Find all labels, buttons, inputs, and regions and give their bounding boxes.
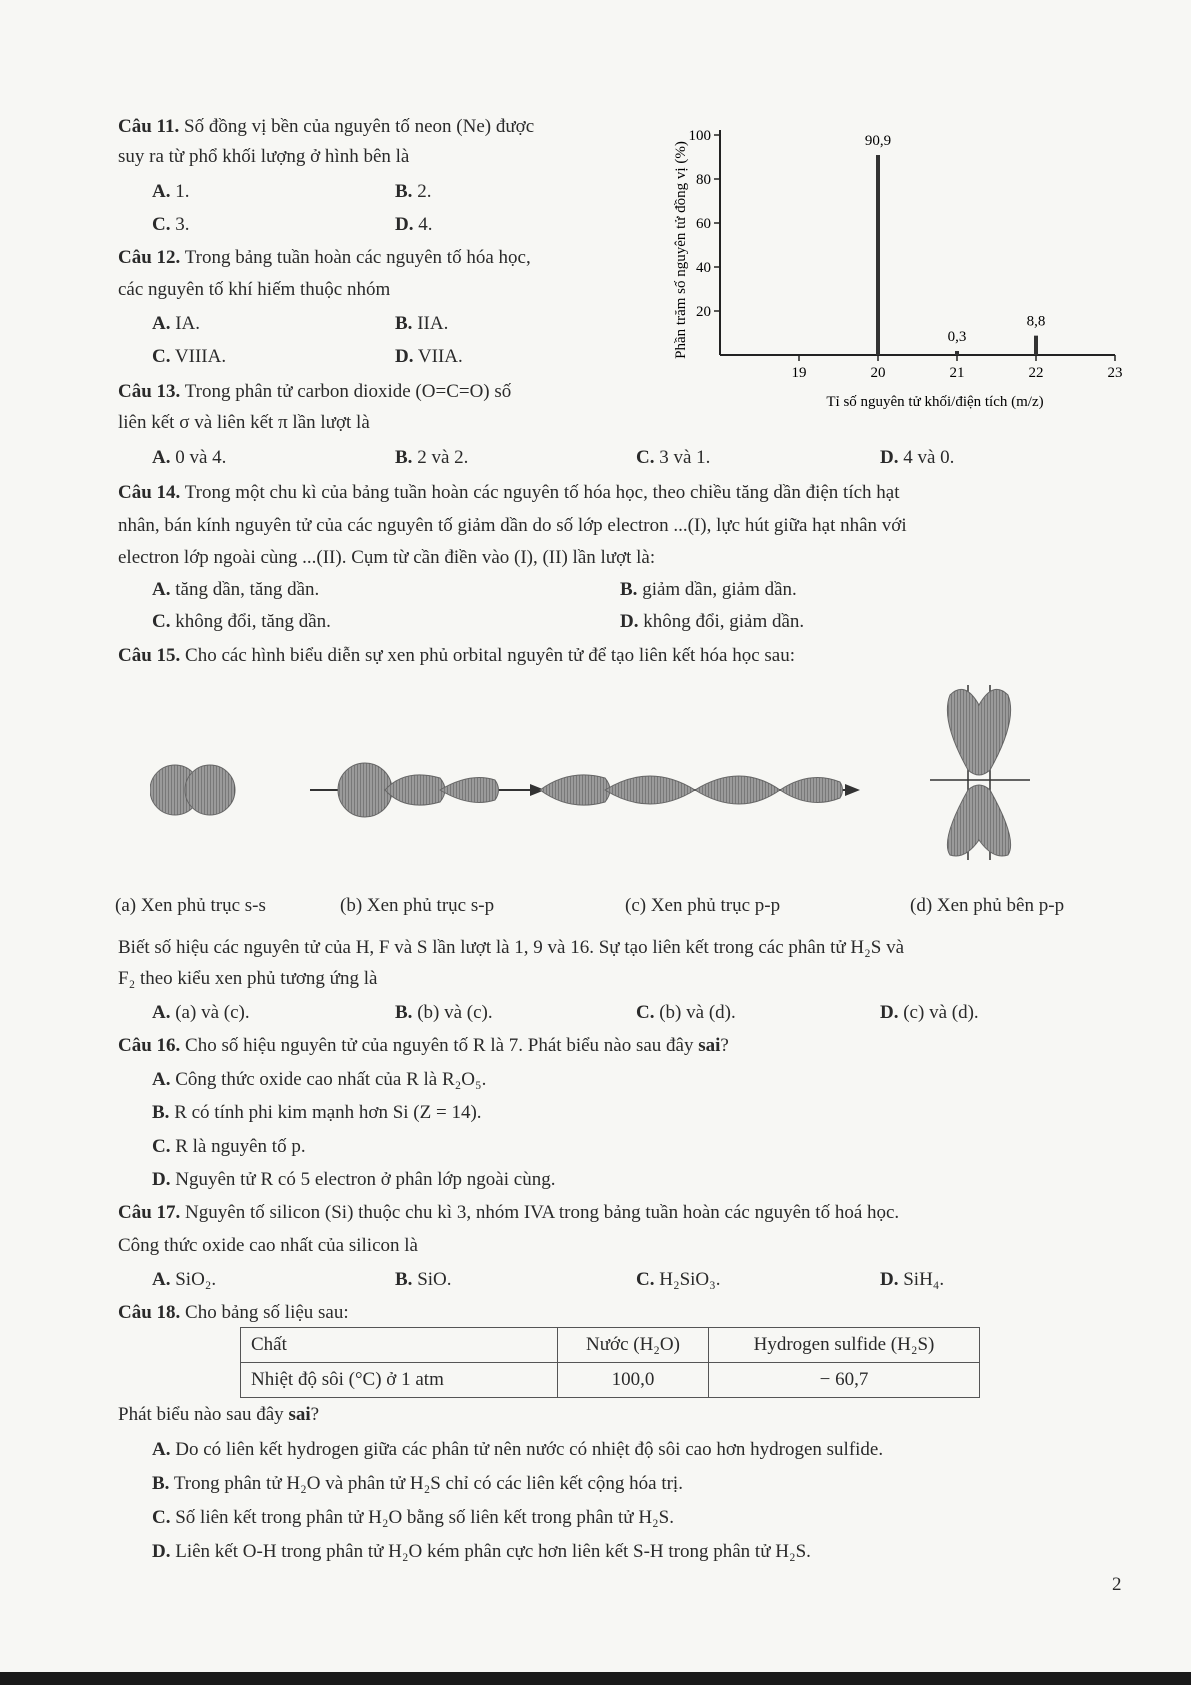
table-cell: 100,0 (558, 1363, 709, 1398)
mass-spectrum-chart (665, 110, 1125, 415)
y-tick-label: 100 (688, 128, 711, 144)
q16-option-a: A. Công thức oxide cao nhất của R là R₂O₅. (152, 1069, 487, 1090)
q12-option-a: A. IA. (152, 313, 201, 334)
bar-mz-20 (876, 155, 880, 355)
table-row (241, 1363, 980, 1398)
q13-line2: liên kết σ và liên kết π lần lượt là (118, 412, 370, 433)
table-cell: Nước (H₂O) (558, 1328, 709, 1363)
orbital-overlap-figure (150, 680, 1100, 860)
orbital-d-side-pp (930, 685, 1030, 860)
q16-option-d: D. Nguyên tử R có 5 electron ở phân lớp ngoài cùng. (152, 1169, 556, 1190)
q18-option-b: B. Trong phân tử H₂O và phân tử H₂S chỉ có các liên kết cộng hóa trị. (152, 1473, 683, 1494)
scan-edge (0, 1672, 1191, 1685)
bar-data-label: 8,8 (1026, 313, 1046, 330)
q14-option-d: D. không đổi, giảm dần. (620, 611, 805, 632)
y-tick-label: 20 (696, 304, 711, 320)
q12-option-d: D. VIIA. (395, 346, 463, 367)
q11-option-c: C. 3. (152, 214, 190, 235)
q13-line1: Câu 13. Trong phân tử carbon dioxide (O=C=O) số (118, 381, 512, 402)
bar-data-label: 90,9 (864, 133, 892, 150)
q14-option-a: A. tăng dần, tăng dần. (152, 579, 320, 600)
q11-option-a: A. 1. (152, 181, 190, 202)
orbital-a-ss (150, 765, 235, 815)
q15-line3: F₂ theo kiểu xen phủ tương ứng là (118, 968, 378, 989)
q12-option-c: C. VIIIA. (152, 346, 227, 367)
x-tick-label: 21 (949, 365, 965, 381)
y-tick-label: 80 (696, 172, 711, 188)
y-tick-label: 60 (696, 216, 711, 232)
bar-data-label: 0,3 (947, 329, 967, 345)
q17-option-b: B. SiO. (395, 1269, 452, 1290)
q14-option-b: B. giảm dần, giảm dần. (620, 579, 797, 600)
q14-option-c: C. không đổi, tăng dần. (152, 611, 331, 632)
q12-option-b: B. IIA. (395, 313, 449, 334)
q13-option-d: D. 4 và 0. (880, 447, 955, 468)
caption-d: (d) Xen phủ bên p-p (910, 895, 1065, 916)
q14-line2: nhân, bán kính nguyên tử của các nguyên tố giảm dần do số lớp electron ...(I), lực hút giữa hạt nhân với (118, 515, 907, 536)
q15-option-a: A. (a) và (c). (152, 1002, 250, 1023)
q17-option-c: C. H₂SiO₃. (636, 1269, 721, 1290)
bar-mz-22 (1034, 336, 1038, 355)
q15-option-c: C. (b) và (d). (636, 1002, 736, 1023)
x-axis-label: Tỉ số nguyên tử khối/điện tích (m/z) (826, 394, 1044, 410)
x-tick-label: 20 (870, 365, 886, 381)
y-axis-label: Phần trăm số nguyên tử đồng vị (%) (673, 141, 689, 359)
table-cell: − 60,7 (709, 1363, 980, 1398)
q11-line1: Câu 11. Số đồng vị bền của nguyên tố neon (Ne) được (118, 116, 535, 137)
x-tick-label: 22 (1028, 365, 1044, 381)
orbital-c-pp (535, 775, 860, 805)
q17-option-d: D. SiH₄. (880, 1269, 945, 1290)
q11-option-b: B. 2. (395, 181, 432, 202)
q11-option-d: D. 4. (395, 214, 433, 235)
boiling-point-table (240, 1327, 980, 1398)
q18-option-c: C. Số liên kết trong phân tử H₂O bằng số liên kết trong phân tử H₂S. (152, 1507, 674, 1528)
q16-option-b: B. R có tính phi kim mạnh hơn Si (Z = 14). (152, 1102, 482, 1123)
x-tick-label: 19 (791, 365, 807, 381)
q17-line1: Câu 17. Nguyên tố silicon (Si) thuộc chu kì 3, nhóm IVA trong bảng tuần hoàn các nguyên tố hoá học. (118, 1202, 900, 1223)
page-number: 2 (1112, 1574, 1122, 1595)
table-header-row (241, 1328, 980, 1363)
q14-line1: Câu 14. Trong một chu kì của bảng tuần hoàn các nguyên tố hóa học, theo chiều tăng dần điện tích hạt (118, 482, 900, 503)
q17-option-a: A. SiO₂. (152, 1269, 217, 1290)
q13-option-a: A. 0 và 4. (152, 447, 227, 468)
orbital-b-sp (310, 763, 545, 817)
q16-line1: Câu 16. Cho số hiệu nguyên tử của nguyên tố R là 7. Phát biểu nào sau đây sai? (118, 1035, 729, 1056)
y-tick-label: 40 (696, 260, 711, 276)
q14-line3: electron lớp ngoài cùng ...(II). Cụm từ cần điền vào (I), (II) lần lượt là: (118, 547, 656, 568)
q18-line1: Câu 18. Cho bảng số liệu sau: (118, 1302, 349, 1323)
table-cell: Nhiệt độ sôi (°C) ở 1 atm (241, 1363, 558, 1398)
q16-option-c: C. R là nguyên tố p. (152, 1136, 306, 1157)
q18-option-d: D. Liên kết O-H trong phân tử H₂O kém phân cực hơn liên kết S-H trong phân tử H₂S. (152, 1541, 811, 1562)
caption-a: (a) Xen phủ trục s-s (115, 895, 266, 916)
q15-line1: Câu 15. Cho các hình biểu diễn sự xen phủ orbital nguyên tử để tạo liên kết hóa học sau: (118, 645, 796, 666)
q13-option-c: C. 3 và 1. (636, 447, 711, 468)
table-cell: Hydrogen sulfide (H₂S) (709, 1328, 980, 1363)
q17-line2: Công thức oxide cao nhất của silicon là (118, 1235, 418, 1256)
q11-line2: suy ra từ phổ khối lượng ở hình bên là (118, 146, 410, 167)
q12-line1: Câu 12. Trong bảng tuần hoàn các nguyên tố hóa học, (118, 247, 531, 268)
caption-c: (c) Xen phủ trục p-p (625, 895, 781, 916)
q18-option-a: A. Do có liên kết hydrogen giữa các phân tử nên nước có nhiệt độ sôi cao hơn hydrogen sulfide. (152, 1439, 884, 1460)
q15-option-d: D. (c) và (d). (880, 1002, 979, 1023)
q13-option-b: B. 2 và 2. (395, 447, 469, 468)
x-tick-label: 23 (1107, 365, 1123, 381)
q15-line2: Biết số hiệu các nguyên tử của H, F và S lần lượt là 1, 9 và 16. Sự tạo liên kết trong các phân tử H₂S và (118, 937, 905, 958)
table-cell: Chất (241, 1328, 558, 1363)
q15-option-b: B. (b) và (c). (395, 1002, 493, 1023)
caption-b: (b) Xen phủ trục s-p (340, 895, 495, 916)
q18-line2: Phát biểu nào sau đây sai? (118, 1404, 320, 1425)
q12-line2: các nguyên tố khí hiếm thuộc nhóm (118, 279, 391, 300)
bar-mz-21 (955, 351, 959, 355)
